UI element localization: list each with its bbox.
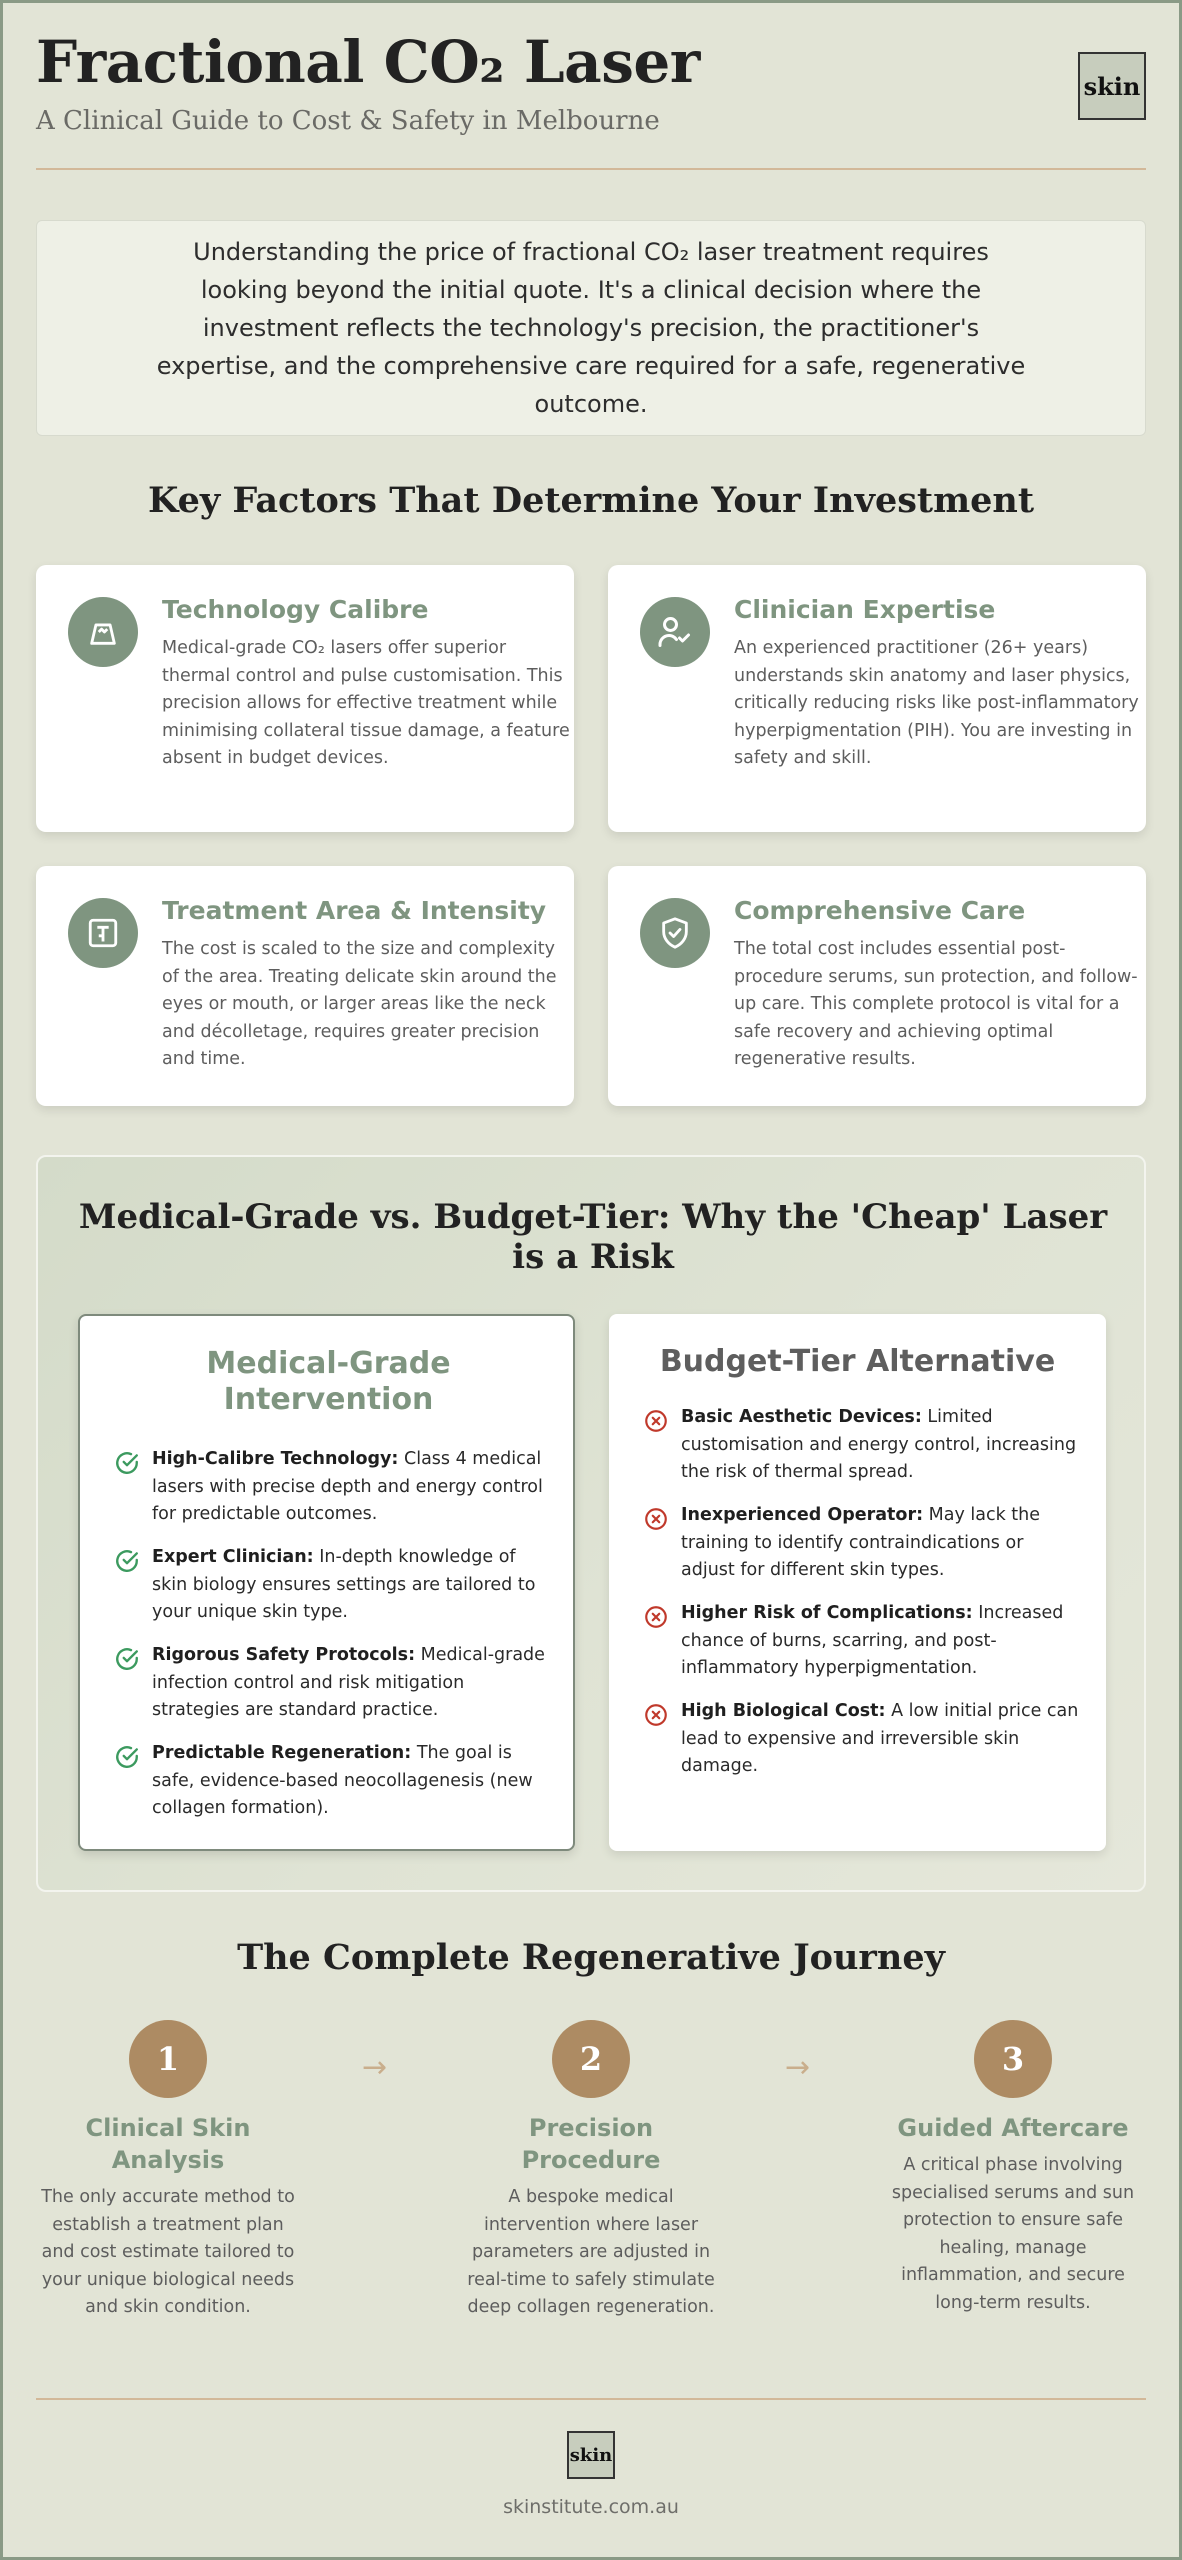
journey-step-1 xyxy=(38,2112,298,2352)
page-title: Fractional CO₂ Laser xyxy=(36,28,700,96)
factor-card-technology xyxy=(36,565,574,832)
step-title: Precision Procedure xyxy=(521,2114,661,2174)
check-circle-icon xyxy=(114,1548,140,1574)
footer-logo[interactable]: skin xyxy=(567,2431,615,2479)
brand-logo[interactable]: skin xyxy=(1078,52,1146,120)
factor-card-treatment-area xyxy=(36,866,574,1106)
factor-body: Medical-grade CO₂ lasers offer superior thermal control and pulse customisation. This precision allows for effective treatment while minimising collateral tissue damage, a feature absent in budget devices. xyxy=(162,638,570,768)
intro-box xyxy=(36,220,1146,436)
step-title: Guided Aftercare xyxy=(897,2114,1129,2142)
item-label: Basic Aesthetic Devices: xyxy=(681,1407,922,1427)
factor-body: The cost is scaled to the size and complexity of the area. Treating delicate skin around the eyes or mouth, or larger areas like the neck and décolletage, requires greater precision and time. xyxy=(162,939,557,1069)
factors-title: Key Factors That Determine Your Investment xyxy=(147,480,1035,521)
item-label: Expert Clinician: xyxy=(152,1547,314,1567)
arrow-right-icon: → xyxy=(362,2050,388,2085)
item-text: Medical-grade infection control and risk mitigation strategies are standard practice. xyxy=(152,1645,545,1720)
item-text: May lack the training to identify contraindications or adjust for different skin types. xyxy=(681,1505,1041,1580)
item-text: In-depth knowledge of skin biology ensures settings are tailored to your unique skin type. xyxy=(152,1547,536,1622)
budget-tier-title: Budget-Tier Alternative xyxy=(659,1344,1056,1379)
shield-check-icon xyxy=(640,898,710,968)
header-divider xyxy=(36,168,1146,170)
journey-step-3 xyxy=(883,2112,1143,2352)
budget-tier-column xyxy=(609,1314,1106,1851)
user-check-icon xyxy=(640,597,710,667)
factor-body: The total cost includes essential post-procedure serums, sun protection, and follow-up care. This complete protocol is vital for a safe recovery and achieving optimal regenerative results. xyxy=(734,939,1138,1069)
x-circle-icon xyxy=(643,1506,669,1532)
factor-title: Comprehensive Care xyxy=(734,896,1026,925)
item-label: Predictable Regeneration: xyxy=(152,1743,412,1763)
footer-divider xyxy=(36,2398,1146,2400)
header xyxy=(36,28,1146,170)
x-circle-icon xyxy=(643,1604,669,1630)
step-number-badge: 2 xyxy=(552,2020,630,2098)
x-circle-icon xyxy=(643,1702,669,1728)
factor-title: Clinician Expertise xyxy=(734,595,996,624)
factor-body: An experienced practitioner (26+ years) understands skin anatomy and laser physics, critically reducing risks like post-inflammatory hyperpigmentation (PIH). You are investing in safety and skill. xyxy=(734,638,1139,768)
factor-card-clinician xyxy=(608,565,1146,832)
item-label: High-Calibre Technology: xyxy=(152,1449,399,1469)
journey-title: The Complete Regenerative Journey xyxy=(237,1937,945,1978)
treatment-area-icon xyxy=(68,898,138,968)
factor-title: Treatment Area & Intensity xyxy=(162,896,547,925)
check-circle-icon xyxy=(114,1744,140,1770)
item-text: Class 4 medical lasers with precise depth and energy control for predictable outcomes. xyxy=(152,1449,543,1524)
footer-url-link[interactable]: skinstitute.com.au xyxy=(503,2496,679,2518)
item-label: Higher Risk of Complications: xyxy=(681,1603,973,1623)
item-text: Limited customisation and energy control, increasing the risk of thermal spread. xyxy=(681,1407,1077,1482)
check-circle-icon xyxy=(114,1450,140,1476)
factor-title: Technology Calibre xyxy=(162,595,429,624)
step-body: A critical phase involving specialised serums and sun protection to ensure safe healing, manage inflammation, and secure long-term results. xyxy=(891,2155,1135,2313)
step-body: The only accurate method to establish a treatment plan and cost estimate tailored to your unique biological needs and skin condition. xyxy=(41,2187,295,2317)
step-number-badge: 3 xyxy=(974,2020,1052,2098)
item-text: The goal is safe, evidence-based neocollagenesis (new collagen formation). xyxy=(152,1743,533,1818)
check-circle-icon xyxy=(114,1646,140,1672)
step-number-badge: 1 xyxy=(129,2020,207,2098)
medical-grade-column xyxy=(78,1314,575,1851)
intro-text: Understanding the price of fractional CO₂ laser treatment requires looking beyond the initial quote. It's a clinical decision where the investment reflects the technology's precision, the practitioner's expertise, and the comprehensive care required for a safe, regenerative outcome. xyxy=(156,238,1026,418)
comparison-title: Medical-Grade vs. Budget-Tier: Why the 'Cheap' Laser is a Risk xyxy=(78,1197,1108,1277)
arrow-right-icon: → xyxy=(785,2050,811,2085)
medical-grade-title: Medical-Grade Intervention xyxy=(206,1346,451,1417)
journey-step-2 xyxy=(461,2112,721,2352)
step-title: Clinical Skin Analysis xyxy=(85,2114,251,2174)
item-label: Rigorous Safety Protocols: xyxy=(152,1645,416,1665)
item-text: A low initial price can lead to expensive and irreversible skin damage. xyxy=(681,1701,1079,1776)
item-text: Increased chance of burns, scarring, and post-inflammatory hyperpigmentation. xyxy=(681,1603,1064,1678)
laser-device-icon xyxy=(68,597,138,667)
x-circle-icon xyxy=(643,1408,669,1434)
item-label: Inexperienced Operator: xyxy=(681,1505,924,1525)
factor-card-care xyxy=(608,866,1146,1106)
page-subtitle: A Clinical Guide to Cost & Safety in Melbourne xyxy=(36,106,660,136)
item-label: High Biological Cost: xyxy=(681,1701,886,1721)
comparison-panel xyxy=(36,1155,1146,1892)
step-body: A bespoke medical intervention where laser parameters are adjusted in real-time to safely stimulate deep collagen regeneration. xyxy=(467,2187,715,2317)
